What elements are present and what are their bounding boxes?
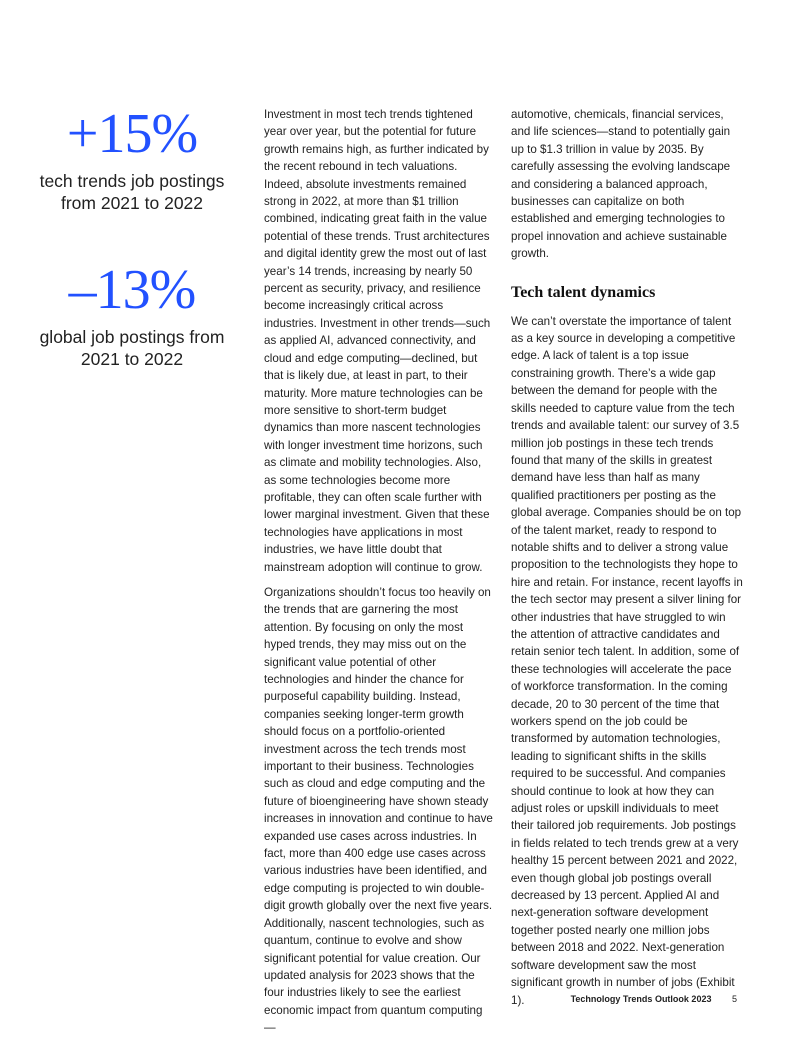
- paragraph: Investment in most tech trends tightened year over year, but the potential for future growth remains high, as further indicated by the recent rebound in tech valuations. Indeed, absolute investments remained strong in 2022, at more than $1 trillion combined, indicating great faith in the value potential of these trends. Trust architectures and digital identity grew the most out of last year’s 14 trends, increasing by nearly 50 percent as security, privacy, and resilience become increasingly critical across industries. Investment in other trends—such as applied AI, advanced connectivity, and cloud and edge computing—declined, but that is likely due, at least in part, to their maturity. More mature technologies can be more sensitive to short-term budget dynamics than more nascent technologies with longer investment time horizons, such as climate and mobility technologies. Also, as some technologies become more profitable, they can often scale further with lower marginal investment. Given that these technologies have applications in most industries, we have little doubt that mainstream adoption will continue to grow.: [264, 108, 491, 574]
- stat-value: +15%: [66, 103, 198, 165]
- stat-callout-job-postings-growth: [26, 103, 238, 214]
- body-column-right: [511, 106, 743, 1017]
- page-footer: [571, 994, 737, 1004]
- paragraph: automotive, chemicals, financial services, and life sciences—stand to potentially gain up to $1.3 trillion in value by 2035. By carefully assessing the evolving landscape and considering a balanced approach, businesses can capitalize on both established and emerging technologies to propel innovation and achieve sustainable growth.: [511, 108, 731, 261]
- page-number: 5: [731, 994, 737, 1004]
- stat-callout-global-job-postings: [26, 259, 238, 370]
- body-column-left: [264, 106, 494, 1045]
- stat-label: global job postings from 2021 to 2022: [39, 327, 225, 369]
- stat-value: –13%: [68, 259, 196, 321]
- paragraph: We can’t overstate the importance of talent as a key source in developing a competitive edge. A lack of talent is a top issue constraining growth. There’s a wide gap between the demand for people with the skills needed to capture value from the tech trends and available talent: our survey of 3.5 million job postings in these tech trends found that many of the skills in greatest demand have less than half as many qualified practitioners per posting as the global average. Companies should be on top of the talent market, ready to respond to notable shifts and to deliver a strong value proposition to the technologists they hope to hire and retain. For instance, recent layoffs in the tech sector may present a silver lining for other industries that have struggled to win the attention of attractive candidates and retain senior tech talent. In addition, some of these technologies will accelerate the pace of workforce transformation. In the coming decade, 20 to 30 percent of the time that workers spend on the job could be transformed by automation technologies, leading to significant shifts in the skills required to be successful. And companies should continue to look at how they can adjust roles or upskill individuals to meet their tailored job requirements. Job postings in fields related to tech trends grew at a very healthy 15 percent between 2021 and 2022, even though global job postings overall decreased by 13 percent. Applied AI and next-generation software development together posted nearly one million jobs between 2018 and 2022. Next-generation software development saw the most significant growth in number of jobs (Exhibit 1).: [511, 314, 743, 1007]
- footer-report-title: Technology Trends Outlook 2023: [570, 994, 712, 1004]
- paragraph: Organizations shouldn’t focus too heavily on the trends that are garnering the most attention. By focusing on only the most hyped trends, they may miss out on the significant value potential of other technologies and hinder the chance for purposeful capability building. Instead, companies seeking longer-term growth should focus on a portfolio-oriented investment across the tech trends most important to their business. Technologies such as cloud and edge computing and the future of bioengineering have shown steady increases in innovation and continue to have expanded use cases across industries. In fact, more than 400 edge use cases across various industries have been identified, and edge computing is projected to win double-digit growth globally over the next five years. Additionally, nascent technologies, such as quantum, continue to evolve and show significant potential for value creation. Our updated analysis for 2023 shows that the four industries likely to see the earliest economic impact from quantum computing—: [264, 585, 493, 1035]
- stat-label: tech trends job postings from 2021 to 2022: [39, 171, 225, 213]
- section-heading: Tech talent dynamics: [511, 283, 656, 301]
